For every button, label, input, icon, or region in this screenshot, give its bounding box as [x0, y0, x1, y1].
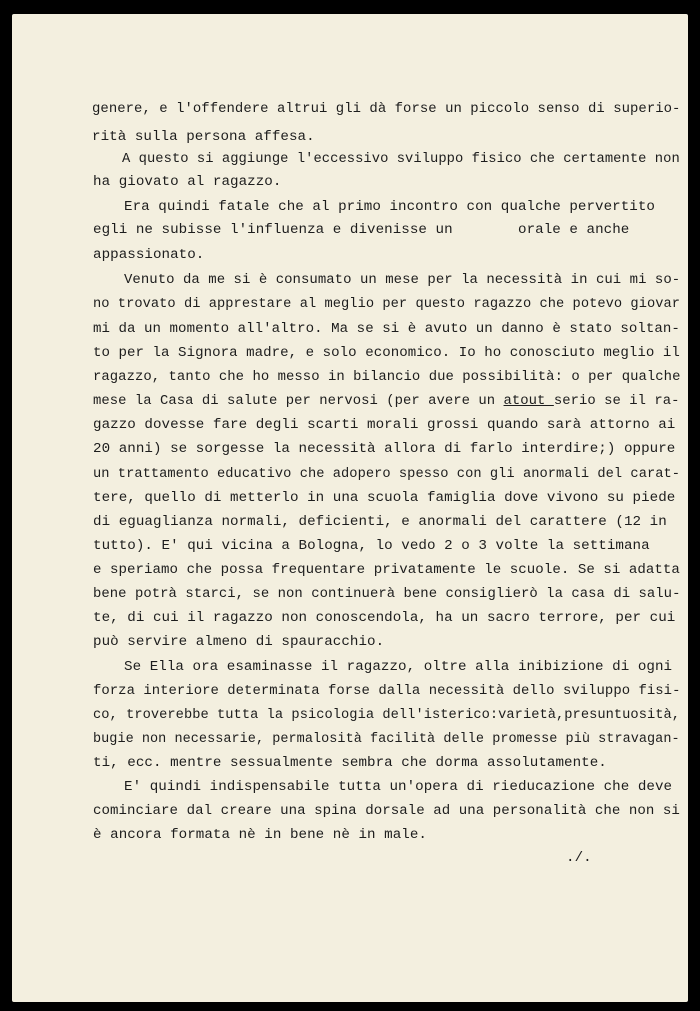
text-line-13: [93, 392, 680, 410]
text-line-13a: mese la Casa di salute per nervosi (per avere un: [93, 393, 504, 409]
text-line-23: può servire almeno di spauracchio.: [93, 634, 385, 650]
text-line-14: gazzo dovesse fare degli scarti morali grossi quando sarà attorno ai: [93, 417, 676, 433]
text-line-2: rità sulla persona affesa.: [92, 129, 315, 145]
text-line-25: forza interiore determinata forse dalla necessità dello sviluppo fisi-: [93, 683, 681, 699]
text-line-21: bene potrà starci, se non continuerà bene consiglierò la casa di salu-: [93, 586, 681, 602]
text-line-5: Era quindi fatale che al primo incontro con qualche pervertito: [124, 199, 655, 215]
document-page: [12, 14, 688, 1002]
text-line-27: bugie non necessarie, permalosità facilità delle promesse più stravagan-: [93, 731, 680, 747]
text-line-31: è ancora formata nè in bene nè in male.: [93, 827, 427, 843]
text-line-22: te, di cui il ragazzo non conoscendola, ha un sacro terrore, per cui: [93, 610, 676, 626]
text-line-20: e speriamo che possa frequentare privatamente le scuole. Se si adatta: [93, 562, 680, 578]
text-line-30: cominciare dal creare una spina dorsale ad una personalità che non si: [93, 803, 680, 819]
text-line-17: tere, quello di metterlo in una scuola famiglia dove vivono su piede: [93, 490, 676, 506]
text-line-6b: orale e anche: [518, 222, 630, 238]
text-line-16: un trattamento educativo che adopero spesso con gli anormali del carat-: [93, 466, 681, 482]
end-mark: ./.: [566, 850, 592, 866]
text-line-29: E' quindi indispensabile tutta un'opera di rieducazione che deve: [124, 779, 673, 795]
text-line-26: co, troverebbe tutta la psicologia dell'isterico:varietà,presuntuosità,: [93, 707, 681, 723]
text-line-24: Se Ella ora esaminasse il ragazzo, oltre alla inibizione di ogni: [124, 659, 673, 675]
text-line-13b: serio se il ra-: [553, 393, 680, 409]
text-line-15: 20 anni) se sorgesse la necessità allora di farlo interdire;) oppure: [93, 441, 676, 457]
text-line-6: egli ne subisse l'influenza e divenisse un: [93, 222, 453, 238]
text-line-28: ti, ecc. mentre sessualmente sembra che dorma assolutamente.: [93, 755, 607, 771]
text-line-11: to per la Signora madre, e solo economico. Io ho conosciuto meglio il: [93, 345, 680, 361]
text-line-18: di eguaglianza normali, deficienti, e anormali del carattere (12 in: [93, 514, 667, 530]
text-line-7: appassionato.: [93, 247, 205, 263]
text-line-3: A questo si aggiunge l'eccessivo sviluppo fisico che certamente non: [122, 151, 680, 167]
text-line-9: no trovato di apprestare al meglio per questo ragazzo che potevo giovar: [93, 296, 681, 312]
text-line-10: mi da un momento all'altro. Ma se si è avuto un danno è stato soltan-: [93, 321, 680, 337]
text-line-8: Venuto da me si è consumato un mese per la necessità in cui mi so-: [124, 272, 681, 288]
text-line-19: tutto). E' qui vicina a Bologna, lo vedo 2 o 3 volte la settimana: [93, 538, 650, 554]
text-line-1: genere, e l'offendere altrui gli dà forse un piccolo senso di superio-: [92, 101, 681, 117]
text-line-4: ha giovato al ragazzo.: [93, 174, 282, 190]
text-line-12: ragazzo, tanto che ho messo in bilancio due possibilità: o per qualche: [93, 369, 681, 385]
underlined-word: atout: [503, 393, 554, 409]
